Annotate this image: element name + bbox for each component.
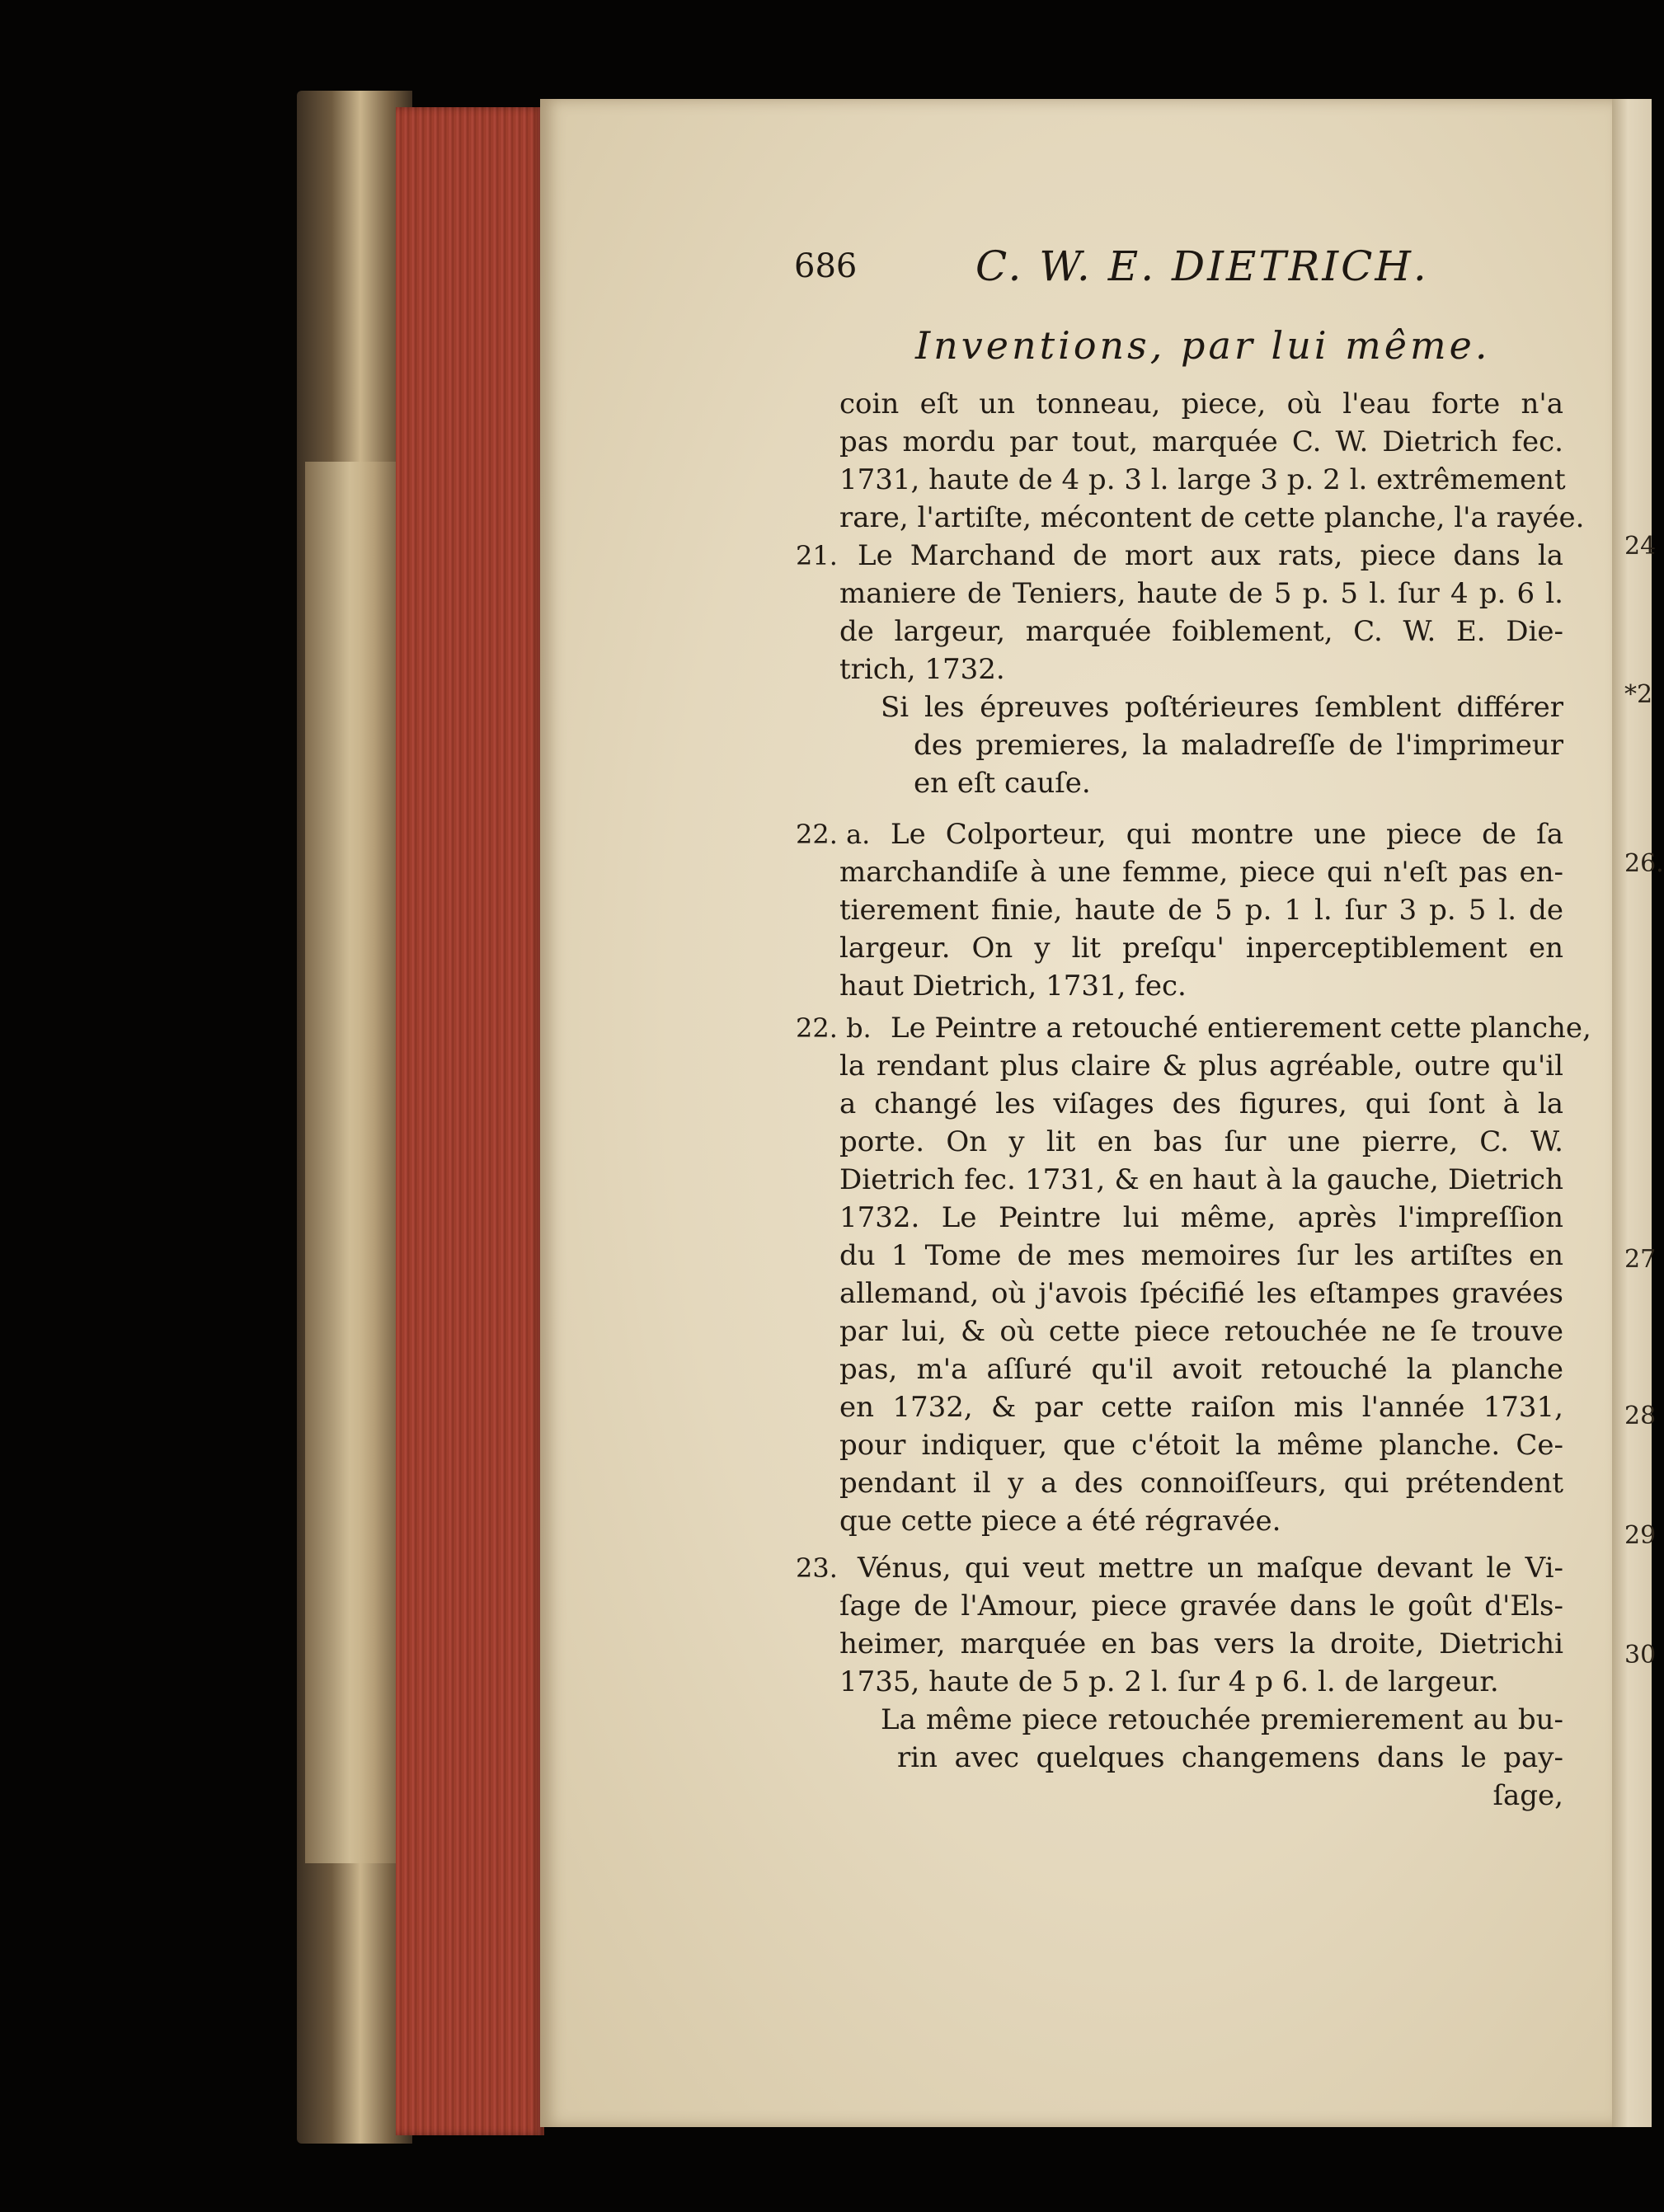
item-number: 22. b.: [796, 1012, 872, 1044]
text-line: ſage de l'Amour, piece gravée dans le goût d'Els-: [839, 1590, 1563, 1623]
text-line: La même piece retouchée premierement au bu-: [881, 1703, 1563, 1736]
text-line: trich, 1732.: [839, 653, 1005, 686]
item-number: 21.: [796, 540, 838, 571]
text-line: Si les épreuves poſtérieures ſemblent différer: [881, 691, 1563, 724]
text-line: du 1 Tome de mes memoires ſur les artiſtes en: [839, 1239, 1563, 1272]
text-line: largeur. On y lit preſqu' inperceptiblement en: [839, 932, 1563, 965]
text-line: Le Colporteur, qui montre une piece de ſa: [891, 818, 1563, 851]
text-line: de largeur, marquée foiblement, C. W. E. Die-: [839, 615, 1563, 648]
catchword: ſage,: [1492, 1779, 1563, 1812]
text-line: en 1732, & par cette raiſon mis l'année 1731,: [839, 1391, 1563, 1424]
page-number: 686: [794, 247, 858, 285]
section-title: Inventions, par lui même.: [915, 323, 1491, 368]
text-line: coin eſt un tonneau, piece, où l'eau forte n'a: [839, 387, 1563, 420]
text-line: allemand, où j'avois ſpécifié les eſtampes gravées: [839, 1277, 1563, 1310]
text-line: pas, m'a aſſuré qu'il avoit retouché la planche: [839, 1353, 1563, 1386]
text-line: haut Dietrich, 1731, fec.: [839, 970, 1187, 1003]
text-line: Le Peintre a retouché entierement cette planche,: [891, 1012, 1591, 1045]
text-line: 1731, haute de 4 p. 3 l. large 3 p. 2 l. extrêmement: [839, 463, 1566, 496]
facing-margin-number: 27: [1624, 1245, 1657, 1274]
text-line: 1735, haute de 5 p. 2 l. ſur 4 p 6. l. de largeur.: [839, 1665, 1499, 1698]
text-line: pendant il y a des connoiſſeurs, qui prétendent: [839, 1467, 1563, 1500]
text-line: porte. On y lit en bas ſur une pierre, C. W.: [839, 1125, 1563, 1158]
facing-margin-number: 26.: [1624, 849, 1664, 878]
text-line: marchandiſe à une femme, piece qui n'eſt pas en-: [839, 856, 1563, 889]
item-number: 23.: [796, 1552, 838, 1584]
text-line: des premieres, la maladreſſe de l'imprimeur: [914, 729, 1563, 762]
text-line: pas mordu par tout, marquée C. W. Dietrich fec.: [839, 425, 1563, 458]
text-line: a changé les viſages des figures, qui ſont à la: [839, 1087, 1563, 1120]
text-line: Le Marchand de mort aux rats, piece dans la: [858, 539, 1563, 572]
text-line: 1732. Le Peintre lui même, après l'impreſſion: [839, 1201, 1563, 1234]
text-line: que cette piece a été régravée.: [839, 1505, 1281, 1538]
facing-margin-number: *2: [1624, 680, 1653, 709]
text-line: tierement finie, haute de 5 p. 1 l. ſur 3 p. 5 l. de: [839, 894, 1563, 927]
facing-margin-number: 30: [1624, 1641, 1657, 1670]
text-line: heimer, marquée en bas vers la droite, Dietrichi: [839, 1627, 1563, 1660]
facing-margin-number: 29: [1624, 1521, 1657, 1550]
text-line: Dietrich fec. 1731, & en haut à la gauche, Dietrich: [839, 1163, 1563, 1196]
text-line: pour indiquer, que c'étoit la même planche. Ce-: [839, 1429, 1563, 1462]
text-line: rare, l'artiſte, mécontent de cette planche, l'a rayée.: [839, 501, 1585, 534]
text-line: Vénus, qui veut mettre un maſque devant le Vi-: [858, 1552, 1563, 1585]
text-line: par lui, & où cette piece retouchée ne ſe trouve: [839, 1315, 1563, 1348]
text-line: en eſt cauſe.: [914, 767, 1091, 800]
text-line: la rendant plus claire & plus agréable, outre qu'il: [839, 1050, 1563, 1083]
facing-margin-number: 24: [1624, 532, 1657, 561]
item-number: 22. a.: [796, 819, 871, 850]
running-head: C. W. E. DIETRICH.: [975, 242, 1429, 290]
text-line: maniere de Teniers, haute de 5 p. 5 l. ſur 4 p. 6 l.: [839, 577, 1563, 610]
text-line: rin avec quelques changemens dans le pay-: [897, 1741, 1563, 1774]
facing-margin-number: 28: [1624, 1402, 1657, 1430]
